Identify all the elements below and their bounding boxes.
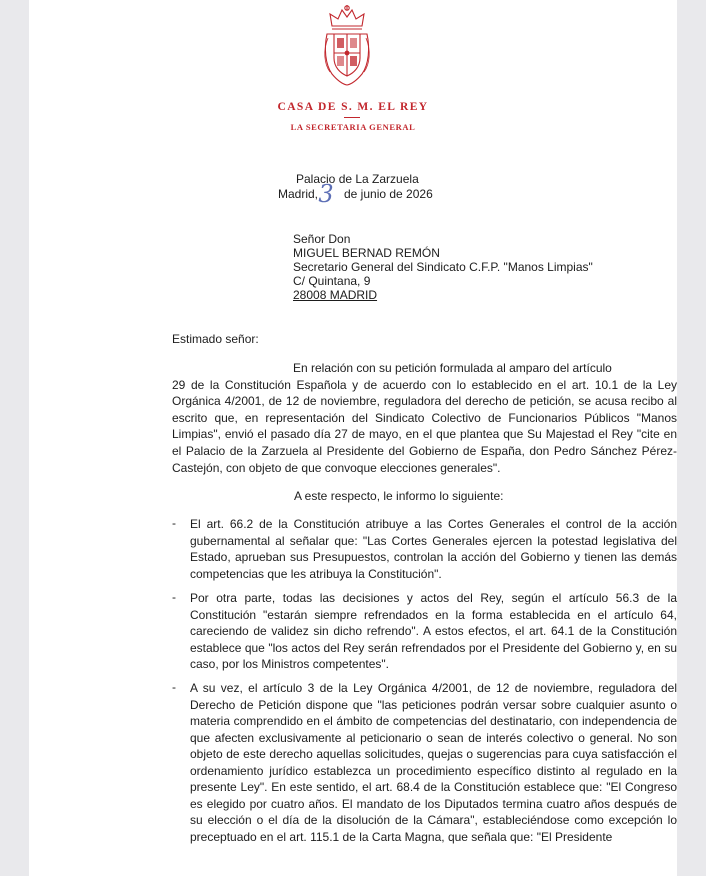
date-rest: de junio de 2026 bbox=[344, 187, 433, 201]
recipient-salutation: Señor Don bbox=[293, 232, 351, 246]
respecto-heading: A este respecto, le informo lo siguiente: bbox=[294, 489, 504, 503]
bullet-mark: - bbox=[172, 516, 176, 530]
letterhead-divider bbox=[344, 117, 360, 118]
list-item: Por otra parte, todas las decisiones y actos del Rey, según el artículo 56.3 de la Constitución "estarán siempre refrendados en la forma establecida en el artículo 64, careciendo de validez sin dicho refrendo". A estos efectos, el art. 64.1 de la Constitución establece que "los actos del Rey serán refrendados por el Presidente del Gobierno y, en su caso, por los Ministros competentes". bbox=[190, 591, 677, 671]
list-item: A su vez, el artículo 3 de la Ley Orgánica 4/2001, de 12 de noviembre, reguladora del Derecho de Petición dispone que "las peticiones podrán versar sobre cualquier asunto o materia comprendido en el ámbito de competencias del destinatario, con independencia de que afecten exclusivamente al peticionario o sean de interés colectivo o general. No son objeto de este derecho aquellas solicitudes, quejas o sugerencias para cuya satisfacción el ordenamiento jurídico establezca un procedimiento específico distinto al regulado en la presente Ley". En este sentido, el art. 68.4 de la Constitución establece que: "El Congreso es elegido por cuatro años. El mandato de los Diputados termina cuatro años después de su elección o el día de la disolución de la Cámara", estableciéndose como excepción lo preceptuado en el art. 115.1 de la Carta Magna, que señala que: "El Presidente bbox=[190, 681, 677, 844]
bullet-mark: - bbox=[172, 590, 176, 604]
recipient-street: C/ Quintana, 9 bbox=[293, 274, 371, 288]
royal-house-title: CASA DE S. M. EL REY bbox=[277, 101, 429, 113]
bullet-mark: - bbox=[172, 680, 176, 694]
greeting: Estimado señor: bbox=[172, 332, 259, 346]
handwritten-day: 3 bbox=[318, 180, 334, 208]
intro-body: 29 de la Constitución Española y de acuerdo con lo establecido en el art. 10.1 de la Ley Orgánica 4/2001, de 12 de noviembre, reguladora del derecho de petición, se acusa recibo al escrito que, en representación del Sindicato Colectivo de Funcionarios Públicos "Manos Limpias", envió el pasado día 27 de mayo, en el que plantea que Su Majestad el Rey "cite en el Palacio de la Zarzuela al Presidente del Gobierno de España, don Pedro Sánchez Pérez-Castejón, con objeto de que convoque elecciones generales". bbox=[172, 377, 677, 475]
recipient-role: Secretario General del Sindicato C.F.P. "Manos Limpias" bbox=[293, 260, 593, 274]
list-item: El art. 66.2 de la Constitución atribuye a las Cortes Generales el control de la acción gubernamental al señalar que: "Las Cortes Generales ejercen la potestad legislativa del Estado, aprueban sus Presupuestos, controlan la acción del Gobierno y tienen las demás competencias que les atribuya la Constitución". bbox=[190, 517, 677, 581]
recipient-name: MIGUEL BERNAD REMÓN bbox=[293, 246, 440, 260]
intro-first-line: En relación con su petición formulada al amparo del artículo bbox=[293, 361, 612, 375]
royal-coat-of-arms-icon bbox=[318, 4, 376, 86]
recipient-city: 28008 MADRID bbox=[293, 288, 378, 302]
place-line: Palacio de La Zarzuela bbox=[296, 172, 419, 186]
date-city: Madrid, bbox=[278, 187, 319, 201]
office-subtitle: LA SECRETARIA GENERAL bbox=[290, 122, 416, 132]
intro-paragraph bbox=[172, 360, 677, 476]
